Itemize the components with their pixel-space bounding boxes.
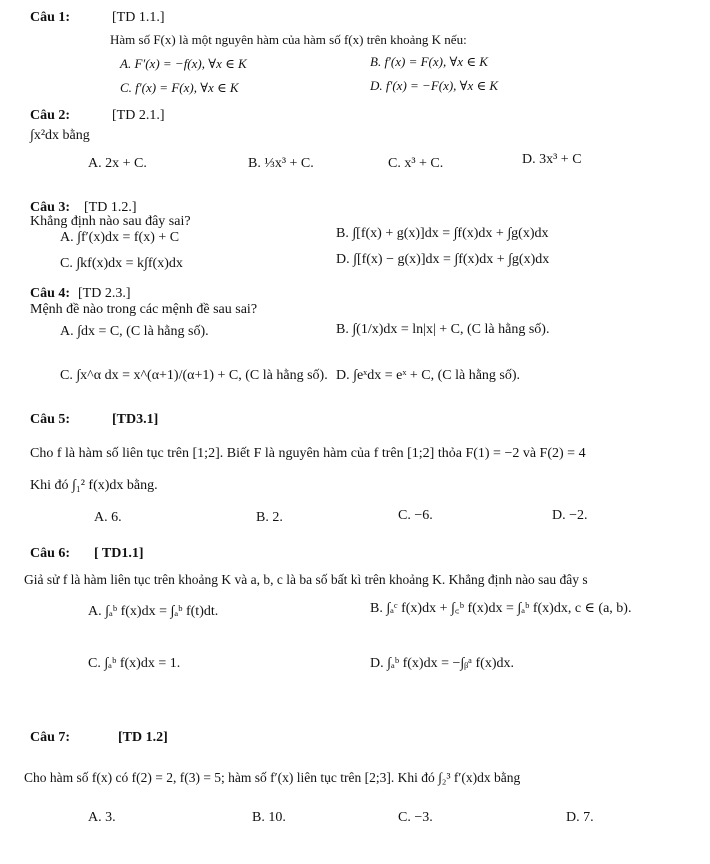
q1-stem: Hàm số F(x) là một nguyên hàm của hàm số f(x) trên khoảng K nếu: (110, 32, 467, 47)
q7-option-c: C. −3. (398, 810, 433, 825)
q6-label: Câu 6: (30, 546, 71, 561)
q5-option-b: B. 2. (256, 510, 283, 525)
q6-option-c: C. ∫ₐᵇ f(x)dx = 1. (88, 656, 181, 671)
q5-option-a: A. 6. (94, 510, 122, 525)
q4-tag: [TD 2.3.] (78, 286, 131, 301)
q2-label: Câu 2: (30, 108, 71, 123)
q6-option-d: D. ∫ₐᵇ f(x)dx = −∫ᵦᵃ f(x)dx. (370, 656, 514, 671)
q5-option-d: D. −2. (552, 508, 588, 523)
q7-option-a: A. 3. (88, 810, 116, 825)
q7-option-d: D. 7. (566, 810, 594, 825)
q2-tag: [TD 2.1.] (112, 108, 165, 123)
q5-stem-2: Khi đó ∫₁² f(x)dx bằng. (30, 478, 158, 493)
q3-label: Câu 3: (30, 200, 71, 215)
q4-option-b: B. ∫(1/x)dx = ln|x| + C, (C là hằng số). (336, 322, 550, 337)
q1-option-c: C. f′(x) = F(x), ∀x ∈ K (120, 80, 239, 95)
q6-tag: [ TD1.1] (94, 546, 144, 561)
q5-label: Câu 5: (30, 412, 71, 427)
q7-label: Câu 7: (30, 730, 71, 745)
q4-option-a: A. ∫dx = C, (C là hằng số). (60, 324, 209, 339)
q3-option-b: B. ∫[f(x) + g(x)]dx = ∫f(x)dx + ∫g(x)dx (336, 226, 549, 241)
q6-option-b: B. ∫ₐᶜ f(x)dx + ∫꜀ᵇ f(x)dx = ∫ₐᵇ f(x)dx, c ∈ (a, b). (370, 601, 632, 616)
q4-option-c: C. ∫x^α dx = x^(α+1)/(α+1) + C, (C là hằng số). (60, 368, 328, 383)
q7-stem: Cho hàm số f(x) có f(2) = 2, f(3) = 5; hàm số f′(x) liên tục trên [2;3]. Khi đó ∫₂³ f′(x)dx bằng (24, 770, 521, 785)
q3-tag: [TD 1.2.] (84, 200, 137, 215)
q6-option-a: A. ∫ₐᵇ f(x)dx = ∫ₐᵇ f(t)dt. (88, 604, 219, 619)
q5-stem: Cho f là hàm số liên tục trên [1;2]. Biết F là nguyên hàm của f trên [1;2] thỏa F(1) = −2 và F(2) = 4 (30, 446, 586, 461)
q4-label: Câu 4: (30, 286, 71, 301)
q2-option-a: A. 2x + C. (88, 156, 147, 171)
q4-option-d: D. ∫eˣdx = eˣ + C, (C là hằng số). (336, 368, 521, 383)
q1-option-a: A. F′(x) = −f(x), ∀x ∈ K (120, 56, 247, 71)
q1-option-d: D. f′(x) = −F(x), ∀x ∈ K (370, 78, 499, 93)
q7-option-b: B. 10. (252, 810, 286, 825)
q2-stem: ∫x²dx bằng (30, 128, 90, 143)
q3-option-d: D. ∫[f(x) − g(x)]dx = ∫f(x)dx + ∫g(x)dx (336, 252, 550, 267)
q1-tag: [TD 1.1.] (112, 10, 165, 25)
q6-stem: Giả sử f là hàm liên tục trên khoảng K và a, b, c là ba số bất kì trên khoảng K. Khẳng định nào sau đây s (24, 572, 588, 587)
q3-option-c: C. ∫kf(x)dx = k∫f(x)dx (60, 256, 183, 271)
q5-option-c: C. −6. (398, 508, 433, 523)
q2-option-d: D. 3x³ + C (522, 152, 582, 167)
q4-stem: Mệnh đề nào trong các mệnh đề sau sai? (30, 302, 258, 317)
q2-option-b: B. ⅓x³ + C. (248, 156, 314, 171)
q3-option-a: A. ∫f′(x)dx = f(x) + C (60, 230, 180, 245)
q5-tag: [TD3.1] (112, 412, 159, 427)
q1-option-b: B. f′(x) = F(x), ∀x ∈ K (370, 54, 488, 69)
q3-stem: Khẳng định nào sau đây sai? (30, 214, 191, 229)
q7-tag: [TD 1.2] (118, 730, 168, 745)
q2-option-c: C. x³ + C. (388, 156, 444, 171)
q1-label: Câu 1: (30, 10, 71, 25)
